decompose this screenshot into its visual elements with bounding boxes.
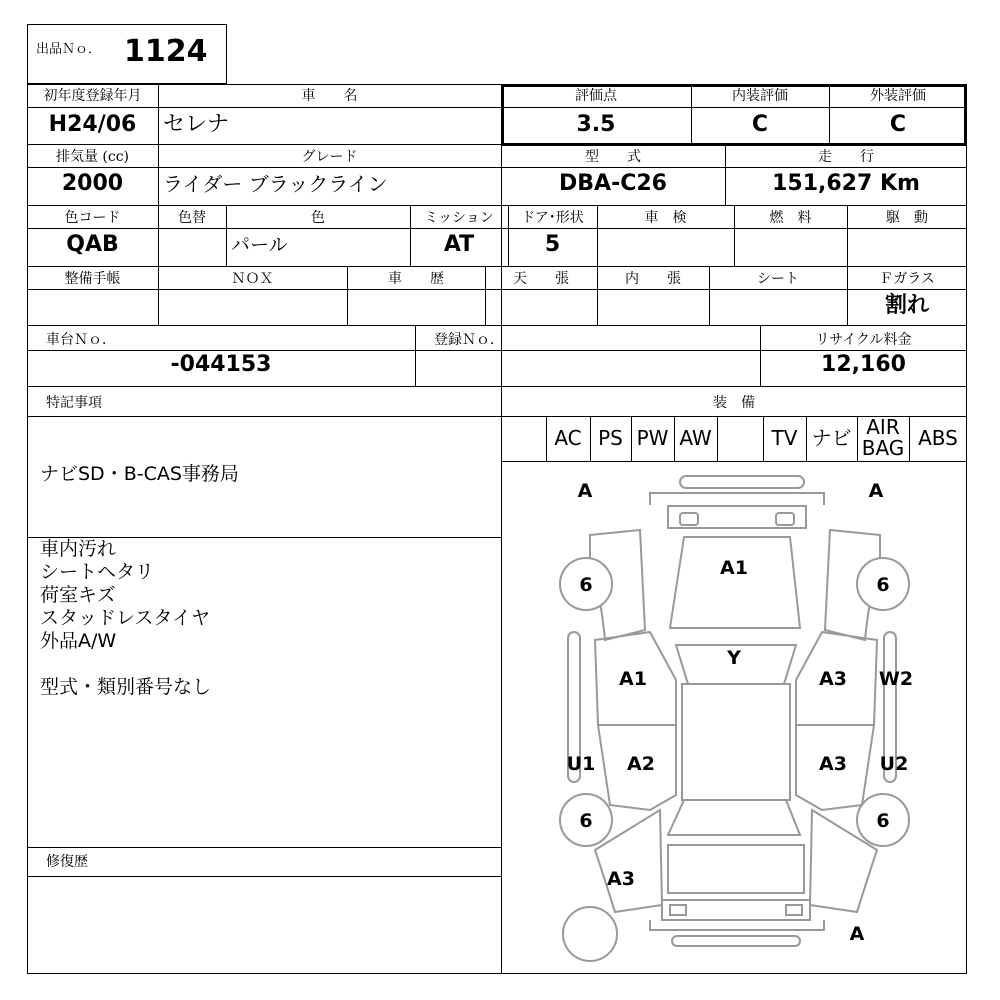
code-tire-front-right: 6 [876, 574, 890, 596]
remarks-lower-text: 車内汚れ シートヘタリ 荷室キズ スタッドレスタイヤ 外品A/W 型式・類別番号なし [40, 538, 212, 698]
sunroof-label: 天 張 [513, 271, 569, 287]
score-value: 3.5 [576, 112, 616, 137]
code-left-sill: U1 [566, 753, 596, 775]
mileage-label: 走 行 [818, 149, 874, 165]
seat-label: シート [757, 271, 799, 287]
interior-score-value: C [751, 112, 769, 137]
door-label: ドア･形状 [521, 210, 584, 226]
code-front-right: A [868, 480, 884, 502]
model-label: 型 式 [585, 149, 641, 165]
maintenance-record-label: 整備手帳 [64, 271, 121, 287]
car-name-label: 車 名 [301, 88, 358, 104]
front-glass-value: 割れ [884, 293, 929, 318]
recycle-fee-value: 12,160 [821, 352, 906, 377]
color-label: 色 [311, 210, 325, 226]
spare-tire [563, 907, 617, 961]
car-name-value: セレナ [163, 112, 230, 137]
equipment-navi: ナビ [811, 426, 852, 450]
drive-label: 駆 動 [886, 210, 928, 226]
recycle-fee-label: リサイクル料金 [815, 332, 912, 348]
code-right-pillar: W2 [878, 668, 914, 690]
chassis-number-label: 車台Ｎｏ． [46, 332, 116, 348]
front-glass-label: Ｆガラス [879, 271, 935, 287]
code-left-front-door: A1 [619, 668, 647, 690]
equipment-tv: TV [771, 426, 798, 450]
displacement-label: 排気量 (cc) [55, 149, 130, 165]
remarks-label: 特記事項 [46, 395, 102, 411]
registration-number-label: 登録Ｎｏ． [434, 332, 504, 348]
code-rear-left: A3 [607, 868, 635, 890]
code-front-left: A [577, 480, 593, 502]
exterior-score-value: C [889, 112, 907, 137]
code-tire-front-left: 6 [579, 574, 593, 596]
code-windshield: Y [727, 647, 741, 669]
car-damage-diagram [501, 461, 967, 974]
door-value: 5 [544, 232, 561, 257]
interior-trim-label: 内 張 [625, 271, 681, 287]
equipment-aw: AW [679, 426, 712, 450]
code-hood: A1 [720, 557, 748, 579]
mission-label: ミッション [424, 210, 494, 226]
first-registration-value: H24/06 [48, 112, 137, 137]
inspection-label: 車 検 [644, 210, 687, 226]
code-left-rear-door: A2 [627, 753, 655, 775]
equipment-label: 装 備 [713, 395, 755, 411]
remarks-upper-text: ナビSD・B-CAS事務局 [40, 463, 239, 485]
equipment-ac: AC [554, 426, 582, 450]
color-change-label: 色替 [178, 210, 206, 226]
color-value: パール [231, 234, 288, 256]
code-rear-right: A [849, 923, 865, 945]
color-code-value: QAB [66, 232, 119, 257]
exterior-score-label: 外装評価 [870, 88, 926, 104]
equipment-abs: ABS [918, 426, 958, 450]
vehicle-history-label: 車 歴 [388, 271, 444, 287]
model-value: DBA-C26 [559, 171, 667, 196]
code-right-rear-door: A3 [819, 753, 847, 775]
repair-history-label: 修復歴 [46, 854, 88, 870]
equipment-airbag: AIR BAG [861, 415, 905, 460]
lot-number: 1124 [124, 34, 208, 69]
grade-value: ライダー ブラックライン [163, 172, 388, 196]
interior-score-label: 内装評価 [732, 88, 788, 104]
fuel-label: 燃 料 [769, 210, 812, 226]
equipment-ps: PS [598, 426, 623, 450]
mileage-value: 151,627 Km [772, 171, 920, 196]
score-label: 評価点 [575, 88, 617, 104]
code-tire-rear-left: 6 [579, 810, 593, 832]
color-code-label: 色コード [64, 210, 121, 226]
first-registration-label: 初年度登録年月 [43, 88, 142, 104]
nox-label: ＮＯＸ [231, 271, 274, 287]
displacement-value: 2000 [61, 171, 124, 196]
mission-value: AT [443, 232, 475, 257]
code-right-sill: U2 [879, 753, 909, 775]
code-right-front-door: A3 [819, 668, 847, 690]
lot-number-label: 出品Ｎｏ． [36, 42, 102, 57]
equipment-pw: PW [636, 426, 669, 450]
grade-label: グレード [301, 149, 358, 165]
chassis-number-value: -044153 [170, 352, 272, 377]
code-tire-rear-right: 6 [876, 810, 890, 832]
